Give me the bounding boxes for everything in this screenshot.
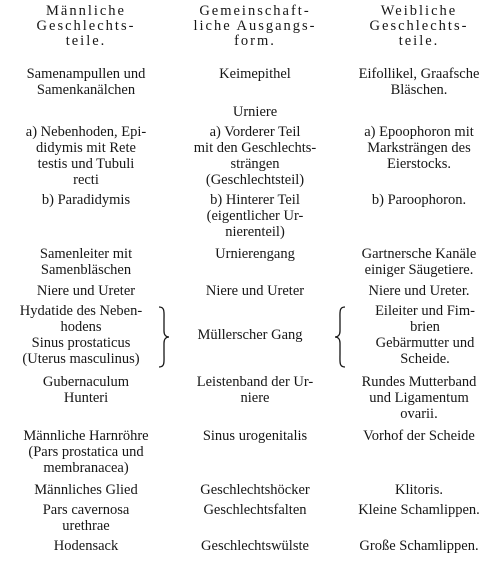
header-common: Gemeinschaft- liche Ausgangs- form. <box>193 3 317 49</box>
male-cell: Samenleiter mit Samenbläschen <box>39 246 133 278</box>
table-row <box>0 283 500 299</box>
left-brace-icon <box>333 306 347 368</box>
table-row <box>0 428 500 476</box>
table-row <box>0 482 500 498</box>
table-row <box>0 374 500 422</box>
right-brace-icon <box>157 306 171 368</box>
female-cell: Rundes Mutterband und Ligamentum ovarii. <box>361 374 477 422</box>
male-cell: Pars cavernosa urethrae <box>42 502 130 534</box>
male-cell: a) Nebenhoden, Epi- didymis mit Rete testis und Tubuli recti <box>25 124 147 188</box>
male-cell: Männliches Glied <box>34 482 138 498</box>
female-cell: b) Paroophoron. <box>371 192 467 208</box>
common-cell: Geschlechtshöcker <box>200 482 310 498</box>
male-cell: Samenampullen und Samenkanälchen <box>26 66 146 98</box>
male-cell: Hydatide des Neben- hodens Sinus prostaticus (Uterus masculinus) <box>19 303 143 367</box>
female-cell: Klitoris. <box>395 482 443 498</box>
male-cell: Männliche Harnröhre (Pars prostatica und membranacea) <box>23 428 149 476</box>
female-cell: Große Schamlippen. <box>359 538 479 554</box>
table-row <box>0 124 500 188</box>
common-cell: Sinus urogenitalis <box>202 428 308 444</box>
female-cell: a) Epoophoron mit Marksträngen des Eierstocks. <box>364 124 474 172</box>
common-cell: Geschlechtswülste <box>201 538 309 554</box>
female-cell: Vorhof der Scheide <box>363 428 475 444</box>
common-cell: Geschlechtsfalten <box>203 502 307 518</box>
female-cell: Gartnersche Kanäle einiger Säugetiere. <box>361 246 477 278</box>
common-cell: a) Vorderer Teil mit den Geschlechts- strängen (Geschlechtsteil) <box>193 124 317 188</box>
male-cell: b) Paradidymis <box>41 192 131 208</box>
female-cell: Eifollikel, Graafsche Bläschen. <box>358 66 480 98</box>
common-cell: Urnierengang <box>215 246 295 262</box>
common-cell: Müllerscher Gang <box>197 327 303 343</box>
header-male: Männliche Geschlechts- teile. <box>36 3 136 49</box>
table-row <box>0 502 500 534</box>
common-cell: Leistenband der Ur- niere <box>196 374 314 406</box>
header-row <box>0 4 500 49</box>
female-cell: Eileiter und Fim- brien Gebärmutter und Scheide. <box>375 303 475 367</box>
table-row <box>0 104 500 120</box>
table-row <box>0 303 500 367</box>
male-cell: Gubernaculum Hunteri <box>42 374 130 406</box>
table-row <box>0 246 500 278</box>
common-cell: Niere und Ureter <box>205 283 305 299</box>
female-cell <box>338 104 498 120</box>
common-cell: Urniere <box>232 104 278 120</box>
female-cell: Kleine Schamlippen. <box>358 502 480 518</box>
male-cell: Hodensack <box>53 538 119 554</box>
table-row <box>0 538 500 554</box>
female-cell: Niere und Ureter. <box>368 283 470 299</box>
male-cell <box>0 104 170 120</box>
table-row <box>0 66 500 98</box>
male-cell: Niere und Ureter <box>36 283 136 299</box>
header-female: Weibliche Geschlechts- teile. <box>369 3 469 49</box>
common-cell: Keimepithel <box>219 66 291 82</box>
common-cell: b) Hinterer Teil (eigentlicher Ur- nierenteil) <box>206 192 304 240</box>
table-row <box>0 192 500 240</box>
